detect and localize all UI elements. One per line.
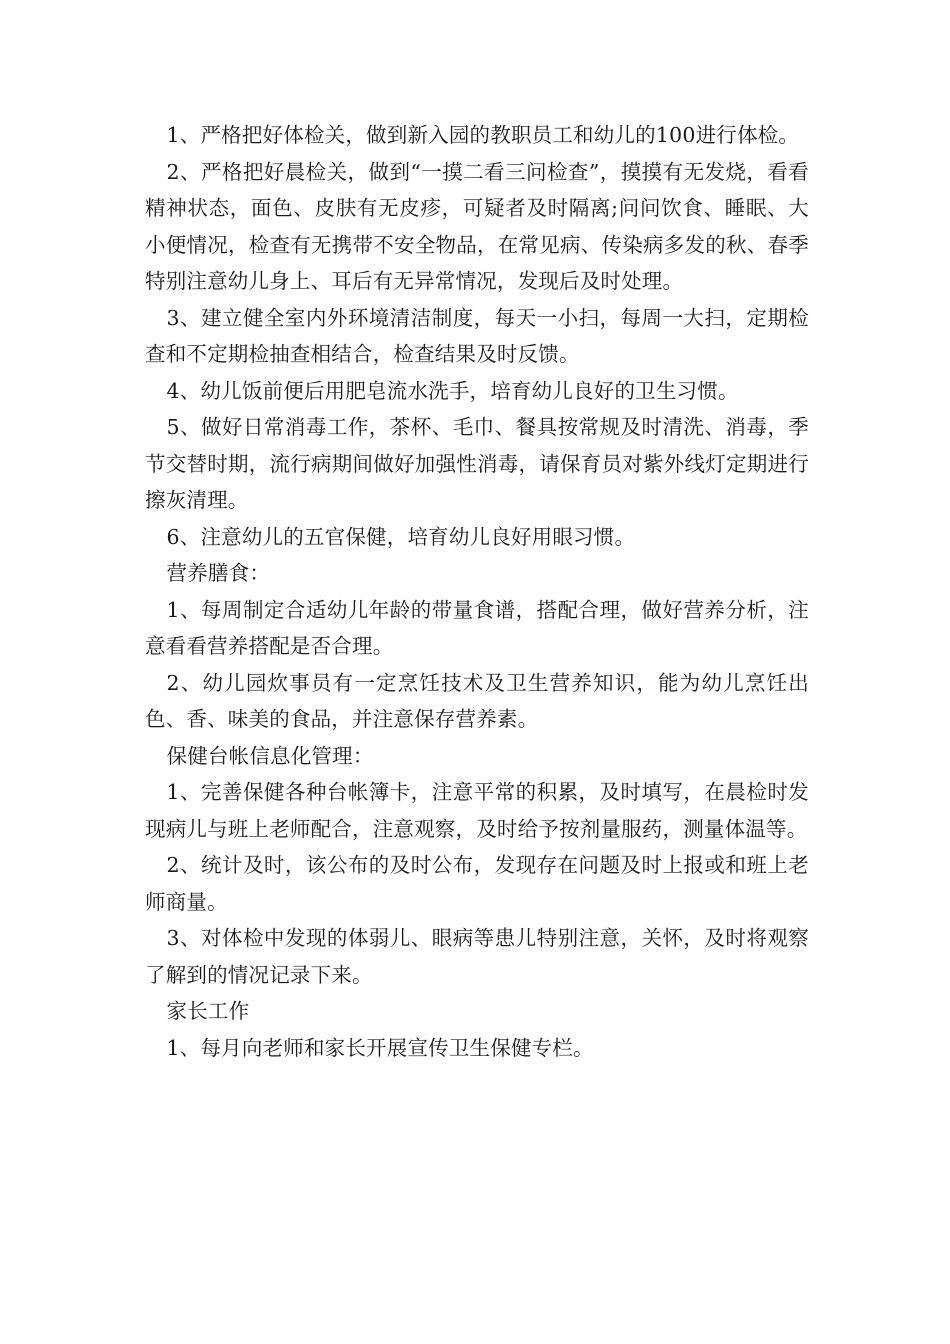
section-heading-parents: 家长工作 xyxy=(166,999,250,1023)
paragraph-weekly-menu: 1、每周制定合适幼儿年龄的带量食谱，搭配合理，做好营养分析，注意看看营养搭配是否合理。 xyxy=(145,597,809,658)
paragraph-physical-exam: 1、严格把好体检关，做到新入园的教职员工和幼儿的100进行体检。 xyxy=(166,123,800,147)
document-body xyxy=(145,117,809,1066)
section-heading-records: 保健台帐信息化管理： xyxy=(166,743,374,768)
paragraph-health-column: 1、每月向老师和家长开展宣传卫生保健专栏。 xyxy=(166,1035,594,1060)
paragraph-disinfection: 5、做好日常消毒工作，茶杯、毛巾、餐具按常规及时清洗、消毒，季节交替时期，流行病期间做好加强性消毒，请保育员对紫外线灯定期进行擦灰清理。 xyxy=(145,415,809,512)
paragraph-weak-children: 3、对体检中发现的体弱儿、眼病等患儿特别注意，关怀，及时将观察了解到的情况记录下来。 xyxy=(145,926,809,987)
section-heading-nutrition: 营养膳食： xyxy=(166,561,271,585)
paragraph-hand-washing: 4、幼儿饭前便后用肥皂流水洗手，培育幼儿良好的卫生习惯。 xyxy=(166,378,739,403)
paragraph-morning-check: 2、严格把好晨检关，做到“一摸二看三问检查”，摸摸有无发烧，看看精神状态，面色、皮肤有无皮疹，可疑者及时隔离;问问饮食、睡眠、大小便情况，检查有无携带不安全物品，在常见病、传染病多发的秋、春季特别注意幼儿身上、耳后有无异常情况，发现后及时处理。 xyxy=(145,159,809,293)
paragraph-cooks: 2、幼儿园炊事员有一定烹饪技术及卫生营养知识，能为幼儿烹饪出色、香、味美的食品，并注意保存营养素。 xyxy=(145,670,809,731)
paragraph-statistics: 2、统计及时，该公布的及时公布，发现存在问题及时上报或和班上老师商量。 xyxy=(145,853,809,914)
paragraph-ledger: 1、完善保健各种台帐簿卡，注意平常的积累，及时填写，在晨检时发现病儿与班上老师配合，注意观察，及时给予按剂量服药，测量体温等。 xyxy=(145,780,809,841)
paragraph-eye-care: 6、注意幼儿的五官保健，培育幼儿良好用眼习惯。 xyxy=(166,524,636,549)
paragraph-cleaning-system: 3、建立健全室内外环境清洁制度，每天一小扫，每周一大扫，定期检查和不定期检抽查相结合，检查结果及时反馈。 xyxy=(145,305,809,366)
